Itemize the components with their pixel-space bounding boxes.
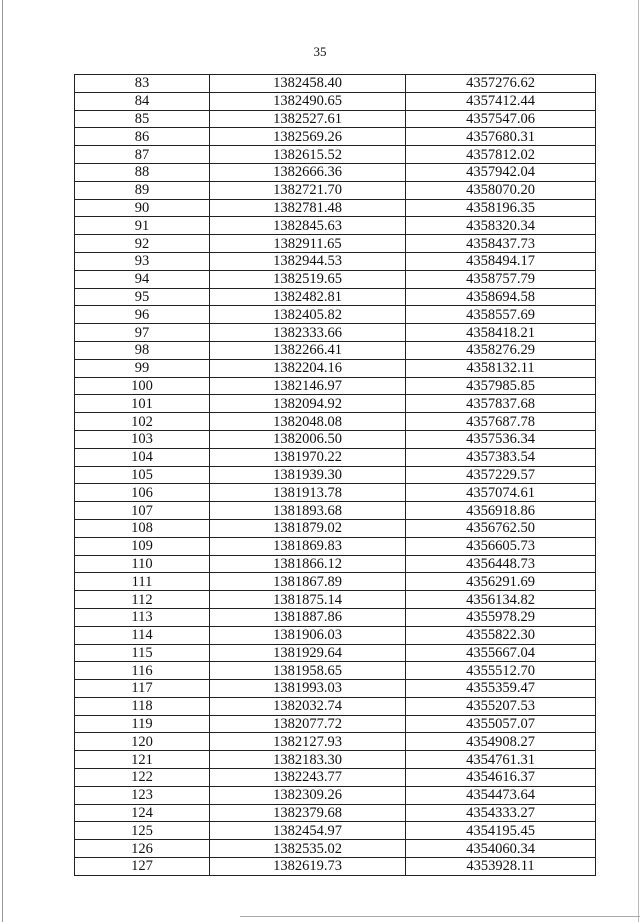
x-coordinate-cell: 1381893.68: [210, 502, 406, 520]
table-row: [75, 502, 596, 520]
x-coordinate-cell: 1382569.26: [210, 128, 406, 146]
y-coordinate-cell: 4353928.11: [406, 858, 596, 876]
x-coordinate-cell: 1381970.22: [210, 448, 406, 466]
y-coordinate-cell: 4356605.73: [406, 537, 596, 555]
point-number-cell: 97: [75, 324, 210, 342]
y-coordinate-cell: 4357680.31: [406, 128, 596, 146]
point-number-cell: 83: [75, 75, 210, 93]
table-row: [75, 697, 596, 715]
y-coordinate-cell: 4358557.69: [406, 306, 596, 324]
x-coordinate-cell: 1381879.02: [210, 519, 406, 537]
table-row: [75, 786, 596, 804]
point-number-cell: 96: [75, 306, 210, 324]
table-row: [75, 484, 596, 502]
point-number-cell: 84: [75, 92, 210, 110]
x-coordinate-cell: 1382535.02: [210, 840, 406, 858]
y-coordinate-cell: 4357837.68: [406, 395, 596, 413]
point-number-cell: 109: [75, 537, 210, 555]
table-row: [75, 288, 596, 306]
x-coordinate-cell: 1382309.26: [210, 786, 406, 804]
y-coordinate-cell: 4357276.62: [406, 75, 596, 93]
table-row: [75, 519, 596, 537]
y-coordinate-cell: 4358418.21: [406, 324, 596, 342]
y-coordinate-cell: 4356291.69: [406, 573, 596, 591]
y-coordinate-cell: 4357985.85: [406, 377, 596, 395]
y-coordinate-cell: 4354616.37: [406, 769, 596, 787]
table-row: [75, 235, 596, 253]
table-row: [75, 662, 596, 680]
table-row: [75, 270, 596, 288]
x-coordinate-cell: 1381913.78: [210, 484, 406, 502]
table-row: [75, 324, 596, 342]
point-number-cell: 123: [75, 786, 210, 804]
point-number-cell: 115: [75, 644, 210, 662]
table-row: [75, 608, 596, 626]
point-number-cell: 105: [75, 466, 210, 484]
table-row: [75, 75, 596, 93]
x-coordinate-cell: 1382490.65: [210, 92, 406, 110]
x-coordinate-cell: 1382666.36: [210, 163, 406, 181]
point-number-cell: 117: [75, 680, 210, 698]
point-number-cell: 110: [75, 555, 210, 573]
table-row: [75, 306, 596, 324]
x-coordinate-cell: 1381929.64: [210, 644, 406, 662]
y-coordinate-cell: 4356918.86: [406, 502, 596, 520]
y-coordinate-cell: 4354473.64: [406, 786, 596, 804]
table-row: [75, 377, 596, 395]
y-coordinate-cell: 4358196.35: [406, 199, 596, 217]
y-coordinate-cell: 4358494.17: [406, 252, 596, 270]
table-row: [75, 199, 596, 217]
table-row: [75, 822, 596, 840]
point-number-cell: 106: [75, 484, 210, 502]
point-number-cell: 91: [75, 217, 210, 235]
table-row: [75, 92, 596, 110]
y-coordinate-cell: 4354060.34: [406, 840, 596, 858]
point-number-cell: 122: [75, 769, 210, 787]
y-coordinate-cell: 4354195.45: [406, 822, 596, 840]
point-number-cell: 111: [75, 573, 210, 591]
table-row: [75, 573, 596, 591]
table-row: [75, 804, 596, 822]
point-number-cell: 102: [75, 413, 210, 431]
y-coordinate-cell: 4357412.44: [406, 92, 596, 110]
y-coordinate-cell: 4358757.79: [406, 270, 596, 288]
point-number-cell: 101: [75, 395, 210, 413]
x-coordinate-cell: 1382333.66: [210, 324, 406, 342]
point-number-cell: 99: [75, 359, 210, 377]
point-number-cell: 108: [75, 519, 210, 537]
y-coordinate-cell: 4358070.20: [406, 181, 596, 199]
y-coordinate-cell: 4356134.82: [406, 591, 596, 609]
table-row: [75, 626, 596, 644]
table-row: [75, 537, 596, 555]
x-coordinate-cell: 1382204.16: [210, 359, 406, 377]
point-number-cell: 88: [75, 163, 210, 181]
point-number-cell: 120: [75, 733, 210, 751]
point-number-cell: 121: [75, 751, 210, 769]
y-coordinate-cell: 4355822.30: [406, 626, 596, 644]
x-coordinate-cell: 1382032.74: [210, 697, 406, 715]
y-coordinate-cell: 4357547.06: [406, 110, 596, 128]
table-row: [75, 840, 596, 858]
point-number-cell: 127: [75, 858, 210, 876]
coordinates-table-body: [75, 75, 596, 876]
y-coordinate-cell: 4358694.58: [406, 288, 596, 306]
point-number-cell: 95: [75, 288, 210, 306]
y-coordinate-cell: 4358320.34: [406, 217, 596, 235]
point-number-cell: 92: [75, 235, 210, 253]
x-coordinate-cell: 1381867.89: [210, 573, 406, 591]
table-row: [75, 858, 596, 876]
y-coordinate-cell: 4354761.31: [406, 751, 596, 769]
table-row: [75, 395, 596, 413]
table-row: [75, 644, 596, 662]
table-row: [75, 252, 596, 270]
y-coordinate-cell: 4354908.27: [406, 733, 596, 751]
x-coordinate-cell: 1382146.97: [210, 377, 406, 395]
y-coordinate-cell: 4355512.70: [406, 662, 596, 680]
x-coordinate-cell: 1382127.93: [210, 733, 406, 751]
y-coordinate-cell: 4357383.54: [406, 448, 596, 466]
x-coordinate-cell: 1382094.92: [210, 395, 406, 413]
point-number-cell: 98: [75, 341, 210, 359]
y-coordinate-cell: 4358276.29: [406, 341, 596, 359]
table-row: [75, 715, 596, 733]
scan-edge-left: [2, 0, 3, 922]
x-coordinate-cell: 1381906.03: [210, 626, 406, 644]
scan-edge-right: [638, 0, 639, 922]
x-coordinate-cell: 1382619.73: [210, 858, 406, 876]
scan-edge-bottom: [240, 916, 640, 917]
coordinates-table: [74, 74, 596, 876]
point-number-cell: 125: [75, 822, 210, 840]
table-row: [75, 163, 596, 181]
table-row: [75, 448, 596, 466]
point-number-cell: 85: [75, 110, 210, 128]
table-row: [75, 751, 596, 769]
x-coordinate-cell: 1382405.82: [210, 306, 406, 324]
y-coordinate-cell: 4356448.73: [406, 555, 596, 573]
point-number-cell: 104: [75, 448, 210, 466]
table-row: [75, 217, 596, 235]
y-coordinate-cell: 4358437.73: [406, 235, 596, 253]
point-number-cell: 112: [75, 591, 210, 609]
y-coordinate-cell: 4356762.50: [406, 519, 596, 537]
x-coordinate-cell: 1381993.03: [210, 680, 406, 698]
point-number-cell: 90: [75, 199, 210, 217]
table-row: [75, 181, 596, 199]
table-row: [75, 769, 596, 787]
y-coordinate-cell: 4355057.07: [406, 715, 596, 733]
x-coordinate-cell: 1382781.48: [210, 199, 406, 217]
point-number-cell: 86: [75, 128, 210, 146]
x-coordinate-cell: 1381866.12: [210, 555, 406, 573]
table-row: [75, 128, 596, 146]
x-coordinate-cell: 1382845.63: [210, 217, 406, 235]
page-number: 35: [313, 44, 327, 59]
table-row: [75, 341, 596, 359]
table-row: [75, 555, 596, 573]
y-coordinate-cell: 4355207.53: [406, 697, 596, 715]
point-number-cell: 114: [75, 626, 210, 644]
point-number-cell: 113: [75, 608, 210, 626]
x-coordinate-cell: 1382266.41: [210, 341, 406, 359]
y-coordinate-cell: 4358132.11: [406, 359, 596, 377]
x-coordinate-cell: 1381958.65: [210, 662, 406, 680]
point-number-cell: 118: [75, 697, 210, 715]
x-coordinate-cell: 1382006.50: [210, 430, 406, 448]
y-coordinate-cell: 4355667.04: [406, 644, 596, 662]
x-coordinate-cell: 1382458.40: [210, 75, 406, 93]
x-coordinate-cell: 1381887.86: [210, 608, 406, 626]
x-coordinate-cell: 1382454.97: [210, 822, 406, 840]
point-number-cell: 107: [75, 502, 210, 520]
point-number-cell: 94: [75, 270, 210, 288]
x-coordinate-cell: 1382048.08: [210, 413, 406, 431]
table-row: [75, 733, 596, 751]
x-coordinate-cell: 1381869.83: [210, 537, 406, 555]
point-number-cell: 100: [75, 377, 210, 395]
y-coordinate-cell: 4357687.78: [406, 413, 596, 431]
y-coordinate-cell: 4355978.29: [406, 608, 596, 626]
y-coordinate-cell: 4354333.27: [406, 804, 596, 822]
x-coordinate-cell: 1382243.77: [210, 769, 406, 787]
table-row: [75, 413, 596, 431]
point-number-cell: 124: [75, 804, 210, 822]
table-row: [75, 430, 596, 448]
point-number-cell: 119: [75, 715, 210, 733]
table-row: [75, 146, 596, 164]
x-coordinate-cell: 1381939.30: [210, 466, 406, 484]
table-row: [75, 591, 596, 609]
point-number-cell: 89: [75, 181, 210, 199]
x-coordinate-cell: 1382183.30: [210, 751, 406, 769]
point-number-cell: 116: [75, 662, 210, 680]
point-number-cell: 103: [75, 430, 210, 448]
x-coordinate-cell: 1382379.68: [210, 804, 406, 822]
y-coordinate-cell: 4357229.57: [406, 466, 596, 484]
y-coordinate-cell: 4357942.04: [406, 163, 596, 181]
point-number-cell: 93: [75, 252, 210, 270]
y-coordinate-cell: 4357536.34: [406, 430, 596, 448]
x-coordinate-cell: 1382527.61: [210, 110, 406, 128]
x-coordinate-cell: 1382077.72: [210, 715, 406, 733]
table-row: [75, 680, 596, 698]
table-row: [75, 466, 596, 484]
x-coordinate-cell: 1382911.65: [210, 235, 406, 253]
x-coordinate-cell: 1382944.53: [210, 252, 406, 270]
x-coordinate-cell: 1382615.52: [210, 146, 406, 164]
x-coordinate-cell: 1382482.81: [210, 288, 406, 306]
table-row: [75, 359, 596, 377]
x-coordinate-cell: 1382721.70: [210, 181, 406, 199]
table-row: [75, 110, 596, 128]
y-coordinate-cell: 4357074.61: [406, 484, 596, 502]
point-number-cell: 87: [75, 146, 210, 164]
y-coordinate-cell: 4357812.02: [406, 146, 596, 164]
y-coordinate-cell: 4355359.47: [406, 680, 596, 698]
x-coordinate-cell: 1381875.14: [210, 591, 406, 609]
point-number-cell: 126: [75, 840, 210, 858]
x-coordinate-cell: 1382519.65: [210, 270, 406, 288]
